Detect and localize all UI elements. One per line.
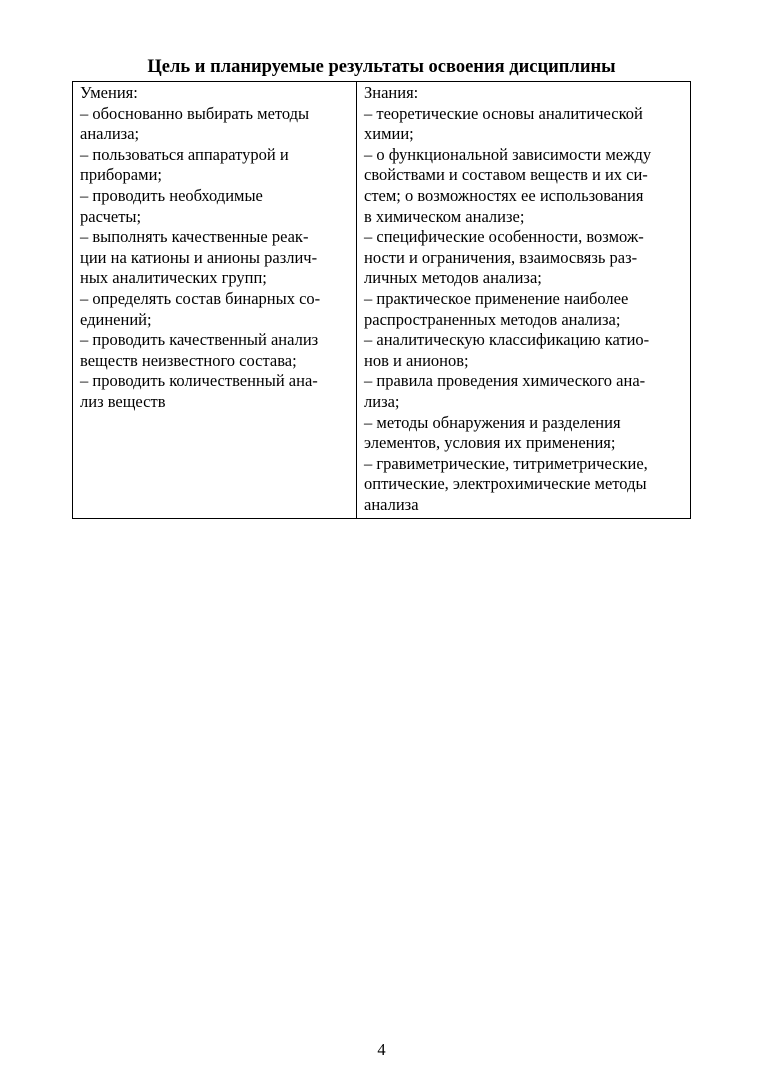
skills-line: – проводить необходимые [80, 185, 263, 205]
knowledge-line: оптические, электрохимические методы [364, 474, 647, 494]
knowledge-line: – специфические особенности, возмож- [364, 227, 644, 247]
knowledge-line: нов и анионов; [364, 350, 469, 370]
knowledge-line: анализа [364, 494, 419, 514]
knowledge-line: ности и ограничения, взаимосвязь раз- [364, 247, 638, 267]
skills-line: ных аналитических групп; [80, 268, 267, 288]
knowledge-line: стем; о возможностях ее использования [364, 185, 644, 205]
knowledge-line: – практическое применение наиболее [364, 288, 629, 308]
knowledge-line: – о функциональной зависимости между [364, 144, 652, 164]
skills-line: – определять состав бинарных со- [80, 288, 321, 308]
knowledge-line: – теоретические основы аналитической [364, 103, 643, 123]
competency-table [72, 81, 691, 519]
knowledge-line: лиза; [364, 391, 400, 411]
knowledge-line: элементов, условия их применения; [364, 433, 616, 453]
skills-line: – выполнять качественные реак- [80, 227, 309, 247]
knowledge-line: распространенных методов анализа; [364, 309, 621, 329]
knowledge-column [357, 82, 690, 518]
knowledge-line: – гравиметрические, титриметрические, [364, 453, 648, 473]
knowledge-line: – правила проведения химического ана- [364, 371, 646, 391]
knowledge-line: личных методов анализа; [364, 268, 542, 288]
knowledge-line: свойствами и составом веществ и их си- [364, 165, 648, 185]
skills-column [73, 82, 357, 518]
skills-line: – проводить количественный ана- [80, 371, 318, 391]
skills-line: приборами; [80, 165, 162, 185]
skills-line: анализа; [80, 124, 140, 144]
skills-line: лиз веществ [80, 391, 166, 411]
knowledge-line: химии; [364, 124, 414, 144]
knowledge-line: Знания: [364, 83, 419, 102]
knowledge-line: – аналитическую классификацию катио- [364, 330, 650, 350]
skills-line: – проводить качественный анализ [80, 330, 319, 350]
skills-line: Умения: [80, 83, 138, 102]
knowledge-line: в химическом анализе; [364, 206, 525, 226]
skills-line: – пользоваться аппаратурой и [80, 144, 289, 164]
skills-line: – обоснованно выбирать методы [80, 103, 310, 123]
skills-line: веществ неизвестного состава; [80, 350, 297, 370]
skills-line: единений; [80, 309, 152, 329]
page-number: 4 [377, 1040, 386, 1059]
skills-line: расчеты; [80, 206, 142, 226]
document-title: Цель и планируемые результаты освоения дисциплины [147, 57, 616, 77]
knowledge-line: – методы обнаружения и разделения [364, 412, 621, 432]
skills-line: ции на катионы и анионы различ- [80, 247, 318, 267]
